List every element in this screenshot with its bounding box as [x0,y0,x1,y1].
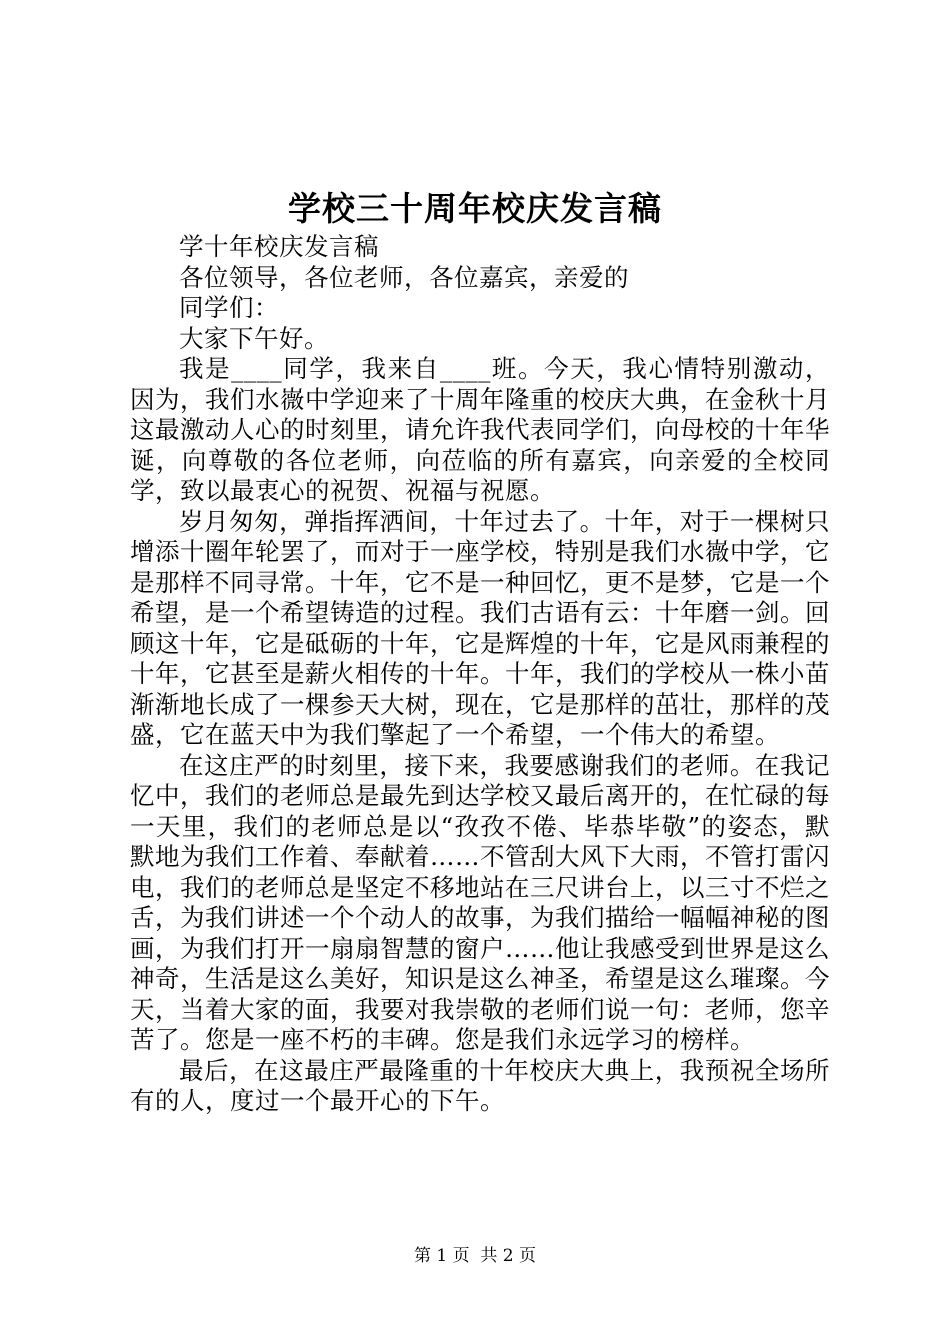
document-body [130,232,830,1117]
speech-heading: 学十年校庆发言稿 [179,232,379,261]
paragraph-closing: 最后，在这最庄严最隆重的十年校庆大典上，我预祝全场所有的人，度过一个最开心的下午。 [130,1055,830,1115]
document-title: 学校三十周年校庆发言稿 [288,189,662,228]
page-number: 第 1 页 共 2 页 [413,1246,537,1266]
greeting-line: 大家下午好。 [179,323,329,353]
paragraph-teachers: 在这庄严的时刻里，接下来，我要感谢我们的老师。在我记忆中，我们的老师总是最先到达学校又最后离开的，在忙碌的每一天里，我们的老师总是以“孜孜不倦、毕恭毕敬”的姿态，默默地为我们工作着、奉献着……不管刮大风下大雨，不管打雷闪电，我们的老师总是坚定不移地站在三尺讲台上，以三寸不烂之舌，为我们讲述一个个动人的故事，为我们描给一幅幅神秘的图画，为我们打开一扇扇智慧的窗户……他让我感受到世界是这么神奇，生活是这么美好，知识是这么神圣，希望是这么璀璨。今天，当着大家的面，我要对我崇敬的老师们说一句：老师，您辛苦了。您是一座不朽的丰碑。您是我们永远学习的榜样。 [130,750,830,1054]
salutation-continuation: 同学们： [179,293,279,322]
paragraph-ten-years: 岁月匆匆，弹指挥洒间，十年过去了。十年，对于一棵树只增添十圈年轮罢了，而对于一座学校，特别是我们水嶶中学，它是那样不同寻常。十年，它不是一种回忆，更不是梦，它是一个希望，是一个希望铸造的过程。我们古语有云：十年磨一剑。回顾这十年，它是砥砺的十年，它是辉煌的十年，它是风雨兼程的十年，它甚至是薪火相传的十年。十年，我们的学校从一株小苗渐渐地长成了一棵参天大树，现在，它是那样的茁壮，那样的茂盛，它在蓝天中为我们擎起了一个希望，一个伟大的希望。 [130,506,830,749]
salutation-line: 各位领导，各位老师，各位嘉宾，亲爱的 [179,262,629,292]
paragraph-introduction: 我是____同学，我来自____班。今天，我心情特别激动，因为，我们水嶶中学迎来了十周年隆重的校庆大典，在金秋十月这最激动人心的时刻里，请允许我代表同学们，向母校的十年华诞，向尊敬的各位老师，向莅临的所有嘉宾，向亲爱的全校同学，致以最衷心的祝贺、祝福与祝愿。 [130,354,830,505]
